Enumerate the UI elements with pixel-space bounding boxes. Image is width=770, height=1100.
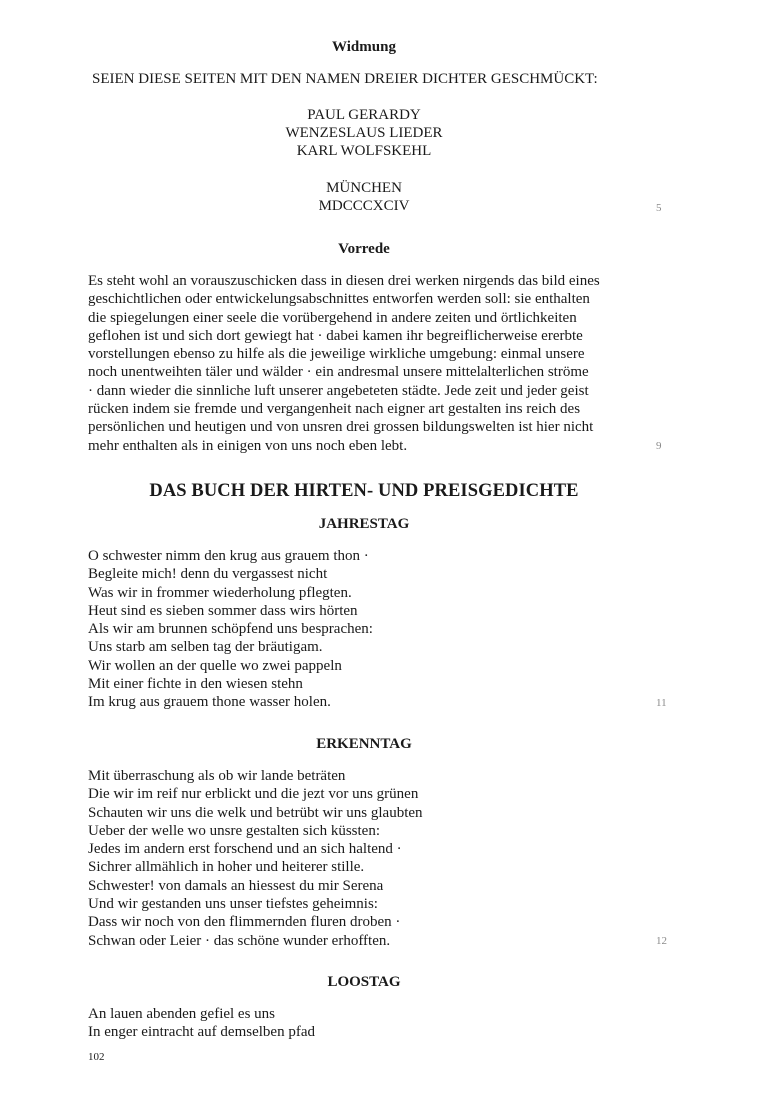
preface-line: · dann wieder die sinnliche luft unserer angebeteten städte. Jede zeit und jeder geist bbox=[88, 382, 589, 399]
margin-number: 11 bbox=[656, 697, 667, 709]
margin-number: 9 bbox=[656, 440, 662, 452]
preface-line: vorstellungen ebenso zu hilfe als die jeweilige wirkliche umgebung: einmal unsere bbox=[88, 346, 585, 363]
preface-heading: Vorrede bbox=[338, 241, 390, 257]
poem-body bbox=[88, 547, 373, 712]
dedication-name-3: KARL WOLFSKEHL bbox=[296, 143, 432, 159]
poem-line: An lauen abenden gefiel es uns bbox=[88, 1006, 276, 1022]
preface-line: persönlichen und heutigen und von unsren drei grossen bildungswelten ist hier nicht bbox=[88, 419, 594, 436]
poem-line: Ueber der welle wo unsre gestalten sich küssten: bbox=[88, 822, 380, 839]
dedication-place: MÜNCHEN bbox=[326, 180, 402, 196]
preface-line: mehr enthalten als in einigen von uns noch eben lebt. bbox=[88, 437, 408, 454]
poem-line: Schwan oder Leier · das schöne wunder erhofften. bbox=[88, 932, 391, 949]
margin-number: 5 bbox=[656, 202, 662, 214]
preface-line: noch unentweihten täler und wälder · ein andresmal unsere mittelalterlichen ströme bbox=[88, 364, 589, 381]
poem-title: JAHRESTAG bbox=[318, 516, 410, 532]
poem-line: Schwester! von damals an hiessest du mir Serena bbox=[88, 877, 384, 894]
poem-line: Jedes im andern erst forschend und an sich haltend · bbox=[88, 841, 402, 858]
poem-line: Die wir im reif nur erblickt und die jezt vor uns grünen bbox=[88, 786, 419, 803]
poem-line: Schauten wir uns die welk und betrübt wir uns glaubten bbox=[88, 804, 423, 821]
poem-line: Als wir am brunnen schöpfend uns besprachen: bbox=[88, 621, 373, 638]
dedication-name-1: PAUL GERARDY bbox=[307, 107, 421, 123]
preface-line: geschichtlichen oder entwickelungsabschnittes entworfen werden soll: sie enthalten bbox=[88, 291, 590, 308]
poem-line: Mit einer fichte in den wiesen stehn bbox=[88, 676, 303, 693]
poem-line: Begleite mich! denn du vergassest nicht bbox=[88, 566, 328, 583]
poem-title: LOOSTAG bbox=[327, 974, 401, 990]
poem-line: In enger eintracht auf demselben pfad bbox=[88, 1024, 315, 1041]
poem-line: Heut sind es sieben sommer dass wirs hörten bbox=[88, 602, 358, 619]
preface-line: die spiegelungen einer seele die vorübergehend in andere zeiten und örtlichkeiten bbox=[88, 309, 577, 326]
margin-number: 12 bbox=[656, 935, 667, 947]
poem-line: Uns starb am selben tag der bräutigam. bbox=[88, 639, 323, 656]
preface-text bbox=[88, 272, 640, 455]
dedication-year: MDCCCXCIV bbox=[318, 198, 410, 214]
dedication-name-2: WENZESLAUS LIEDER bbox=[285, 125, 443, 141]
preface-line: geflohen ist und sich dort gewiegt hat · dabei kamen ihr begreiflicherweise ererbte bbox=[88, 327, 583, 344]
poem-line: Was wir in frommer wiederholung pflegten. bbox=[88, 584, 352, 601]
dedication-statement: SEIEN DIESE SEITEN MIT DEN NAMEN DREIER DICHTER GESCHMÜCKT: bbox=[92, 71, 598, 87]
poem-line: Und wir gestanden uns unser tiefstes geheimnis: bbox=[88, 896, 378, 913]
poem-line: Wir wollen an der quelle wo zwei pappeln bbox=[88, 657, 342, 674]
book-title: DAS BUCH DER HIRTEN- UND PREISGEDICHTE bbox=[149, 481, 579, 501]
poem-line: Mit überraschung als ob wir lande beträten bbox=[88, 768, 346, 784]
preface-line: rücken indem sie fremde und vergangenheit nach eigner art gestalten ins reich des bbox=[88, 401, 581, 418]
poem-title: ERKENNTAG bbox=[316, 736, 412, 752]
dedication-heading: Widmung bbox=[332, 39, 396, 55]
poem-line: Dass wir noch von den flimmernden fluren droben · bbox=[88, 914, 401, 931]
poem-line: O schwester nimm den krug aus grauem thon · bbox=[88, 548, 369, 564]
page-number: 102 bbox=[88, 1051, 105, 1063]
preface-line: Es steht wohl an vorauszuschicken dass in diesen drei werken nirgends das bild eines bbox=[88, 273, 600, 289]
poem-line: Im krug aus grauem thone wasser holen. bbox=[88, 694, 331, 711]
poem-body bbox=[88, 767, 423, 950]
poem-body bbox=[88, 1005, 315, 1042]
poem-line: Sichrer allmählich in hoher und heiterer stille. bbox=[88, 859, 365, 876]
